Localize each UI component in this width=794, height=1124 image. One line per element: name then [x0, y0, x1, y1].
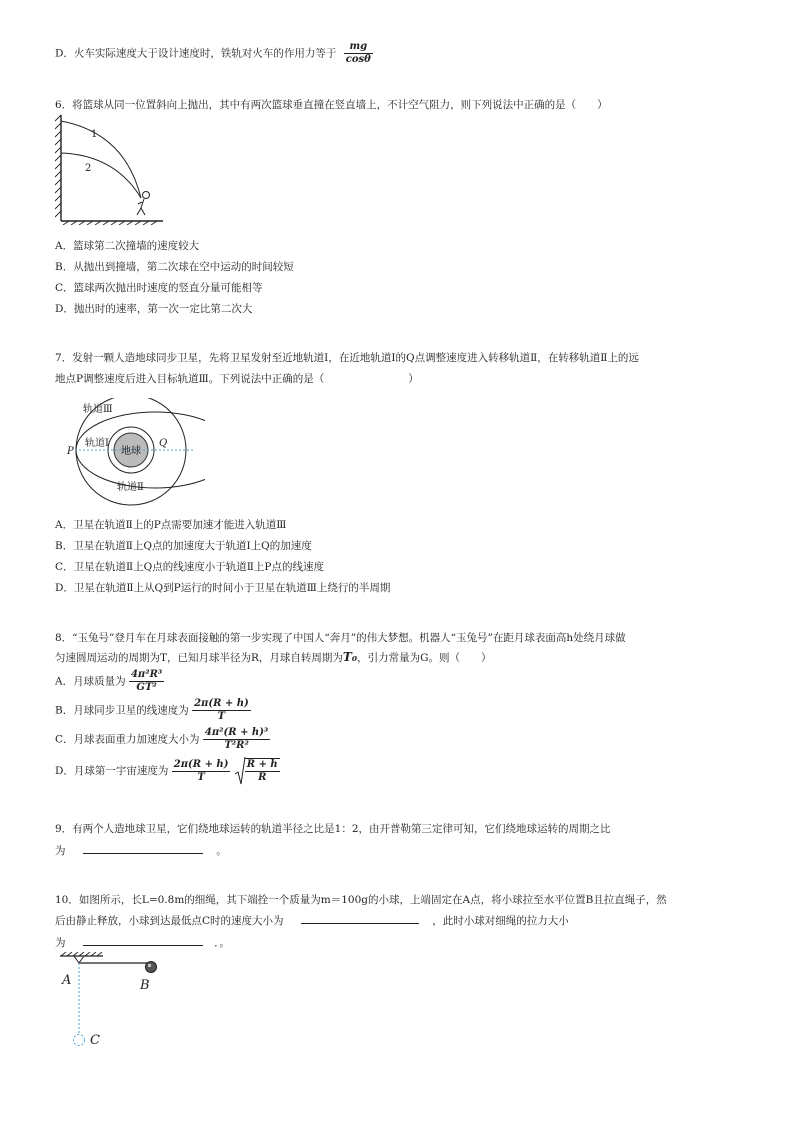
q10-stem-line3-a: 为: [55, 937, 66, 949]
q7-label-q: Q: [159, 438, 168, 449]
q9-stem-line1: 9．有两个人造地球卫星，它们绕地球运转的轨道半径之比是1：2，由开普勒第三定律可知，它们绕地球运转的周期之比: [55, 823, 611, 835]
q8-option-c-fraction: [203, 727, 270, 752]
q5-option-d-fraction: [344, 41, 373, 66]
q8-option-b-text: B．月球同步卫星的线速度为: [55, 704, 189, 717]
q8-option-d-text: D．月球第一宇宙速度为: [55, 765, 169, 777]
q5-fraction-numerator: mg: [344, 41, 373, 54]
q7-option-c: C．卫星在轨道Ⅱ上Q点的线速度小于轨道Ⅱ上P点的线速度: [55, 561, 324, 573]
q8-option-c: [55, 727, 270, 752]
q8-option-d-numerator: 2π(R + h): [173, 758, 229, 770]
q10-stem-line2-a: 后由静止释放，小球到达最低点C时的速度大小为: [55, 915, 284, 927]
q8-option-b: [55, 698, 251, 723]
q5-option-d-text: D．火车实际速度大于设计速度时，铁轨对火车的作用力等于: [55, 47, 337, 60]
q6-figure: [55, 113, 165, 225]
q10-stem-line1: 10．如图所示，长L=0.8m的细绳，其下端拴一个质量为m＝100g的小球，上端固定在A点，将小球拉至水平位置B且拉直绳子，然: [55, 894, 667, 906]
q5-option-d: [55, 41, 373, 66]
q6-option-d: D．抛出时的速率，第一次一定比第二次大: [55, 303, 253, 315]
q7-orbit-figure: [55, 398, 205, 508]
q8-option-d: [55, 756, 280, 786]
q7-option-a: A．卫星在轨道Ⅱ上的P点需要加速才能进入轨道Ⅲ: [55, 519, 287, 531]
q9-stem-line2: [55, 843, 227, 858]
q7-label-p: P: [67, 446, 74, 457]
q6-stem: 6．将篮球从同一位置斜向上抛出，其中有两次篮球垂直撞在竖直墙上，不计空气阻力，则下列说法中正确的是（ ）: [55, 99, 608, 111]
q10-label-b: B: [140, 978, 150, 993]
q7-option-d: D．卫星在轨道Ⅱ上从Q到P运行的时间小于卫星在轨道Ⅲ上绕行的半周期: [55, 582, 391, 594]
q8-option-a-numerator: 4π²R³: [130, 669, 163, 680]
q7-stem-line2: 地点P调整速度后进入目标轨道Ⅲ。下列说法中正确的是（ ）: [55, 373, 419, 385]
q8-option-c-numerator: 4π²(R + h)³: [204, 727, 269, 738]
q6-trajectory-label-2: 2: [85, 163, 92, 174]
q9-stem-line2-b: 。: [216, 845, 227, 857]
q8-option-a-denominator: GT²: [136, 682, 157, 693]
q10-stem-line2-b: ，此时小球对细绳的拉力大小: [432, 915, 569, 927]
q6-option-a: A．篮球第二次撞墙的速度较大: [55, 240, 200, 252]
q9-stem-line2-a: 为: [55, 845, 66, 857]
q10-speed-answer-blank[interactable]: [301, 922, 419, 924]
q7-label-orbit-1: 轨道Ⅰ: [85, 438, 109, 449]
q8-option-a-text: A．月球质量为: [55, 675, 126, 688]
q8-option-d-denominator: T: [197, 771, 205, 783]
q8-option-d-sqrt-fraction: [245, 758, 280, 784]
q10-label-c: C: [90, 1033, 100, 1048]
q10-pendulum-figure: [55, 952, 165, 1052]
q6-option-b: B．从抛出到撞墙，第二次球在空中运动的时间较短: [55, 261, 294, 273]
q8-option-a: [55, 669, 164, 694]
q10-stem-line2: [55, 913, 569, 928]
q7-label-orbit-3: 轨道Ⅲ: [83, 404, 113, 415]
q9-answer-blank[interactable]: [83, 852, 203, 854]
q10-tension-answer-blank[interactable]: [83, 944, 203, 946]
q8-stem-line1: 8．“玉兔号”登月车在月球表面接触的第一步实现了中国人“奔月”的伟大梦想。机器人“玉兔号”在距月球表面高h处绕月球做: [55, 632, 626, 644]
q6-option-c: C．篮球两次抛出时速度的竖直分量可能相等: [55, 282, 263, 294]
q8-option-a-fraction: [129, 669, 164, 694]
q8-option-d-sqrt-numerator: R + h: [246, 759, 278, 770]
q8-option-c-denominator: T²R²: [224, 740, 249, 751]
q10-stem-line3-b: ．。: [214, 937, 230, 949]
q8-option-d-fraction: [172, 759, 231, 784]
q8-option-c-text: C．月球表面重力加速度大小为: [55, 733, 200, 746]
q7-label-earth: 地球: [121, 446, 141, 457]
q10-stem-line3: [55, 935, 230, 950]
q7-stem-line1: 7．发射一颗人造地球同步卫星，先将卫星发射至近地轨道Ⅰ，在近地轨道Ⅰ的Q点调整速度进入转移轨道Ⅱ，在转移轨道Ⅱ上的远: [55, 352, 639, 364]
q10-label-a: A: [62, 973, 72, 988]
q8-option-b-fraction: [192, 698, 251, 723]
q8-option-d-sqrt: [234, 756, 280, 786]
q8-option-b-denominator: T: [217, 711, 226, 722]
q7-option-b: B．卫星在轨道Ⅱ上Q点的加速度大于轨道Ⅰ上Q的加速度: [55, 540, 312, 552]
q8-rotation-period-symbol: T₀: [342, 650, 358, 664]
q8-stem-line2: [55, 650, 492, 665]
q8-option-d-sqrt-denominator: R: [258, 772, 267, 783]
q5-fraction-denominator: cosθ: [345, 54, 371, 65]
q7-label-orbit-2: 轨道Ⅱ: [117, 482, 144, 493]
q6-trajectory-label-1: 1: [91, 129, 98, 140]
q8-stem-line2-a: 匀速圆周运动的周期为T，已知月球半径为R，月球自转周期为: [55, 652, 343, 664]
q8-option-b-numerator: 2π(R + h): [194, 698, 249, 709]
q8-stem-line2-c: ，引力常量为G。则（ ）: [357, 652, 492, 664]
